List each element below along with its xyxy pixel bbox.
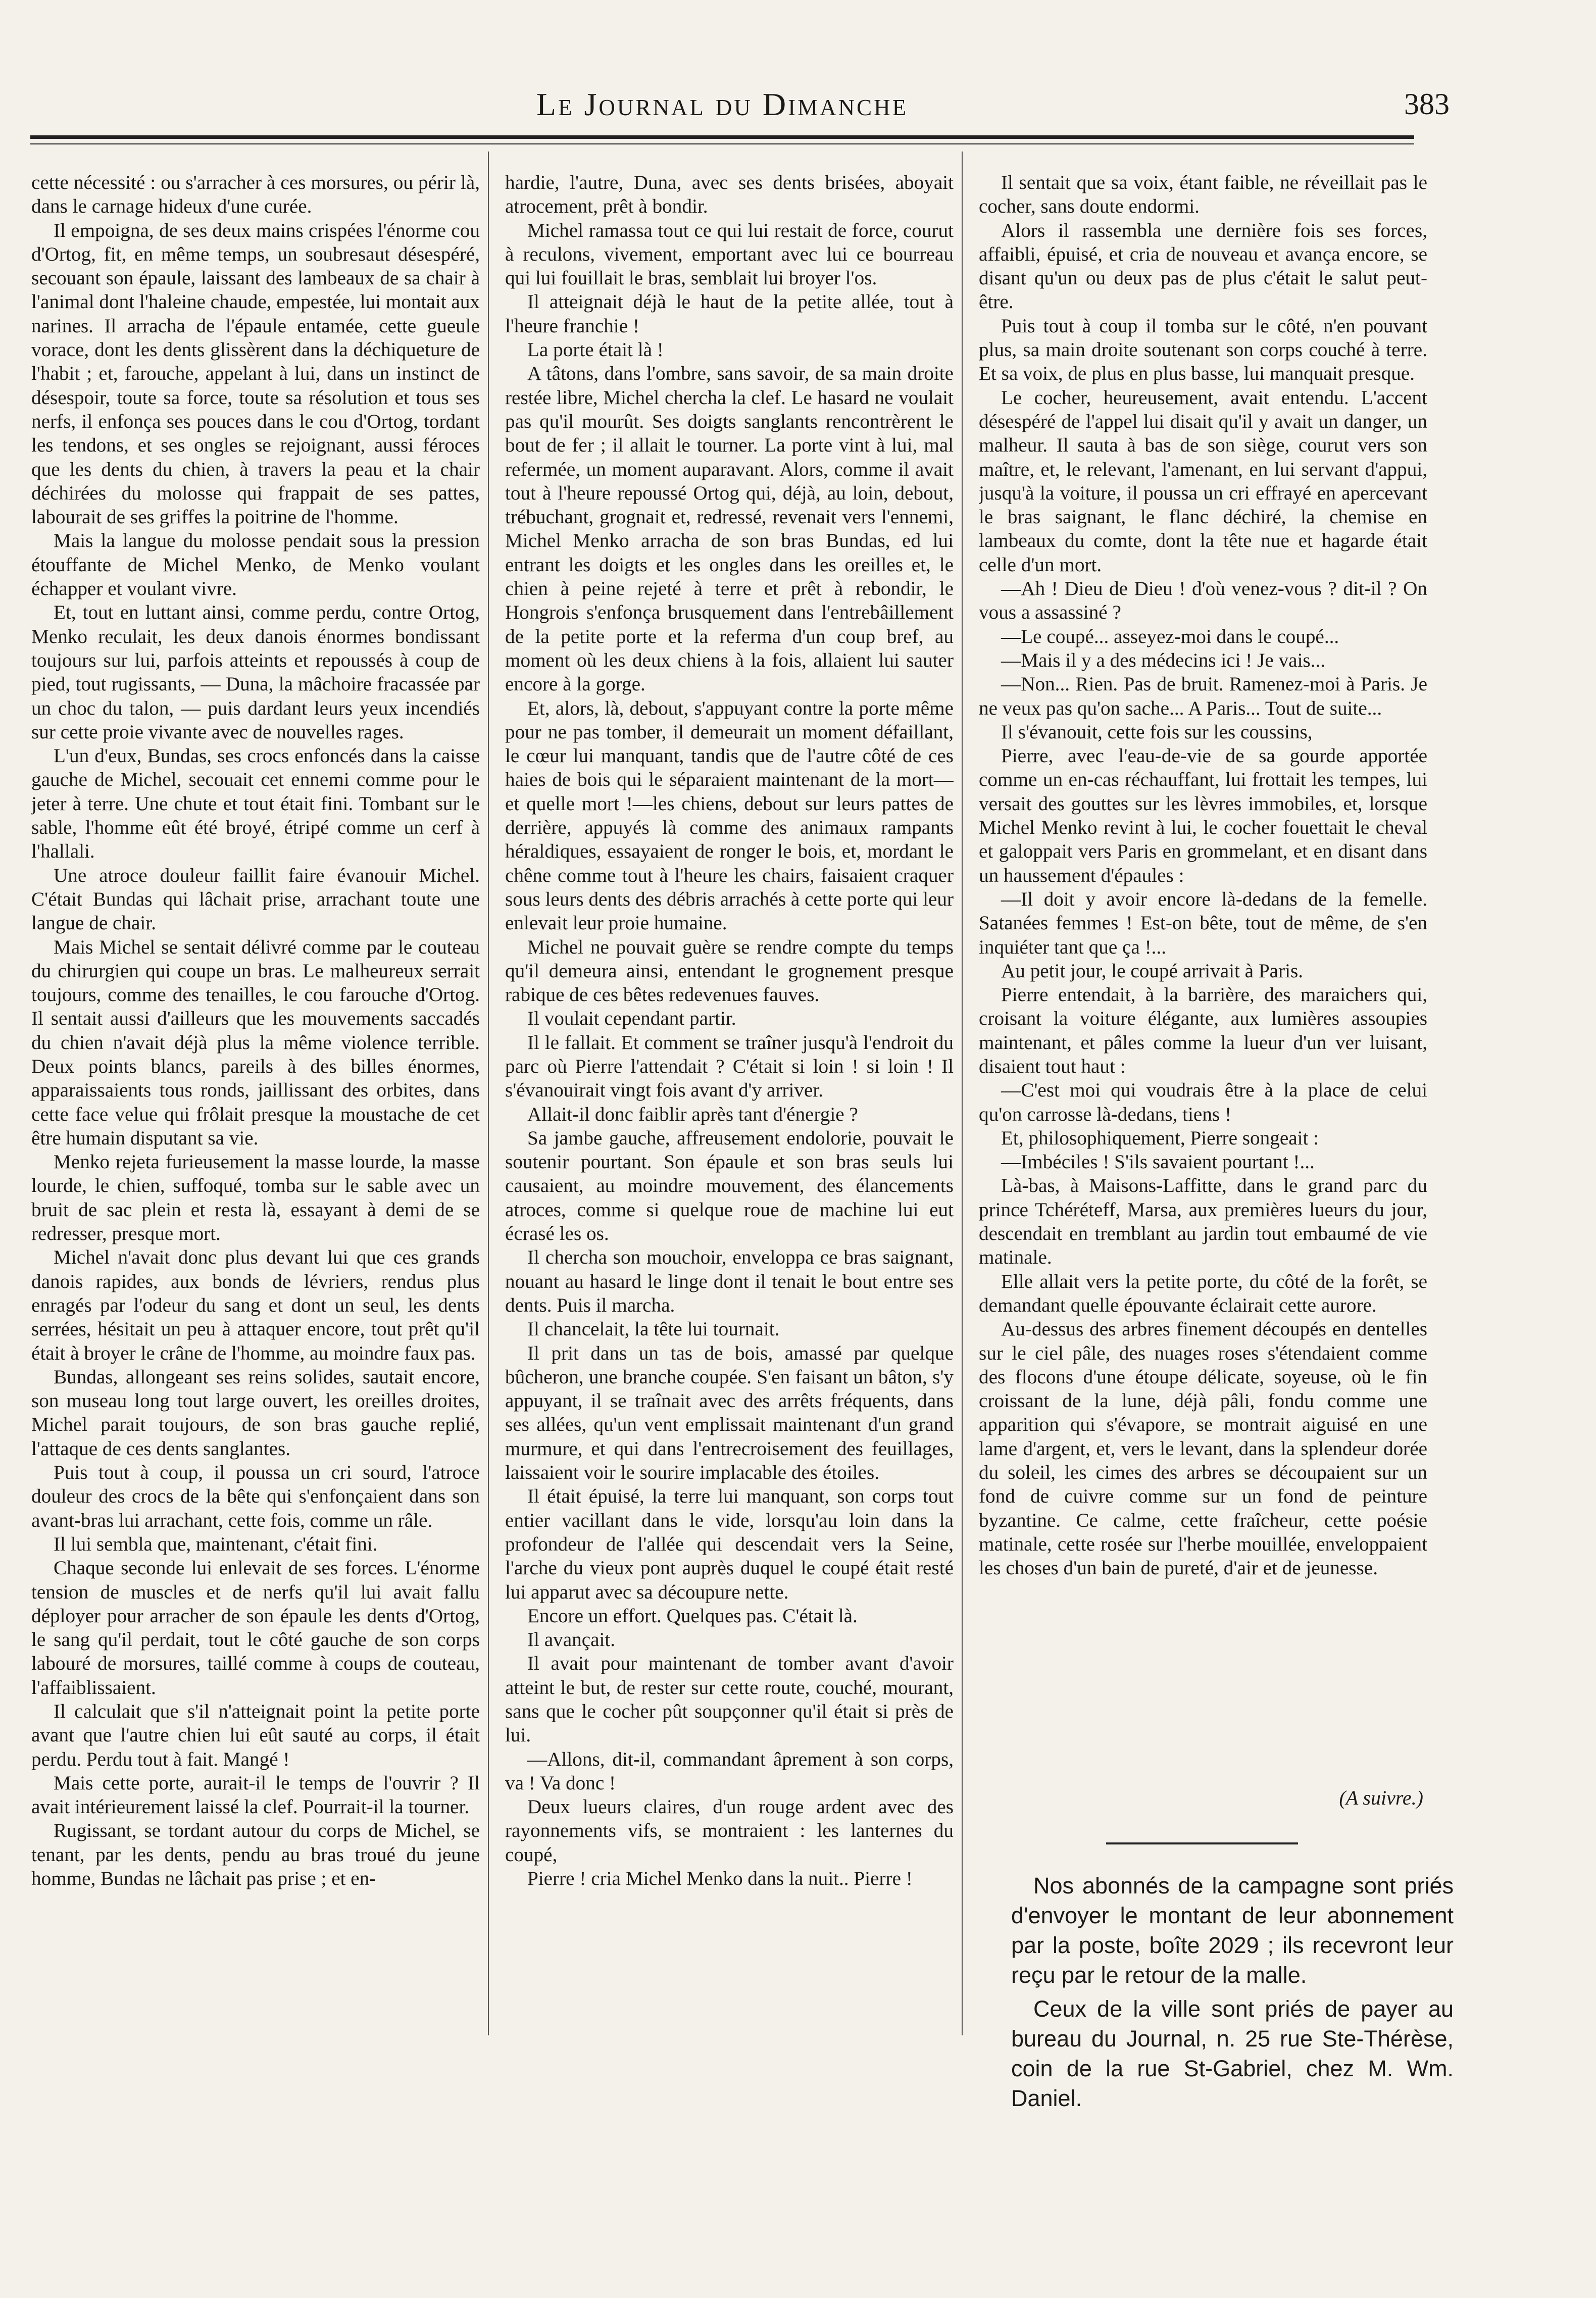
article-paragraph: Au petit jour, le coupé arrivait à Paris. <box>1001 960 1304 982</box>
article-paragraph: Il le fallait. Et comment se traîner jusqu'à l'endroit du parc où Pierre l'attendait ? C'était si loin ! si loin ! Il s'évanouirait vingt fois avant d'y arriver. <box>505 1031 954 1102</box>
subscriber-notice <box>1011 1871 1454 2117</box>
article-paragraph: Il chercha son mouchoir, enveloppa ce bras saignant, nouant au hasard le linge dont il tenait le bout entre ses dents. Puis il marcha. <box>505 1246 954 1316</box>
article-paragraph: —Imbéciles ! S'ils savaient pourtant !... <box>1001 1151 1315 1173</box>
article-paragraph: Il était épuisé, la terre lui manquant, son corps tout entier vacillant dans le vide, lorsqu'au loin dans la profondeur de l'allée qui descendait vers la Seine, l'arche du vieux pont auprès duquel le coupé était resté lui apparut avec sa découpure nette. <box>505 1485 954 1603</box>
article-paragraph: Il sentait que sa voix, étant faible, ne réveillait pas le cocher, sans doute endormi. <box>979 172 1427 218</box>
article-paragraph: Deux lueurs claires, d'un rouge ardent avec des rayonnements vifs, se montraient : les lanternes du coupé, <box>505 1796 954 1866</box>
article-paragraph: Michel ne pouvait guère se rendre compte du temps qu'il demeura ainsi, entendant le grognement presque rabique de ces bêtes redevenues fauves. <box>505 936 954 1006</box>
article-paragraph: Une atroce douleur faillit faire évanouir Michel. C'était Bundas qui lâchait prise, arrachant toute une langue de chair. <box>31 864 480 934</box>
article-paragraph: Puis tout à coup il tomba sur le côté, n'en pouvant plus, sa main droite soutenant son corps couché à terre. Et sa voix, de plus en plus basse, lui manquait presque. <box>979 315 1427 385</box>
article-paragraph: Il calculait que s'il n'atteignait point la petite porte avant que l'autre chien lui eût sauté au corps, il était perdu. Perdu tout à fait. Mangé ! <box>31 1701 480 1770</box>
to-be-continued: (A suivre.) <box>1339 1786 1423 1809</box>
article-paragraph: —Mais il y a des médecins ici ! Je vais... <box>1001 649 1326 671</box>
masthead-title: Le Journal du Dimanche <box>536 86 909 122</box>
text-column-3 <box>979 171 1427 1837</box>
section-separator <box>1106 1842 1298 1844</box>
text-column-1 <box>31 171 480 2024</box>
notice-paragraph: Ceux de la ville sont priés de payer au bureau du Journal, n. 25 rue Ste-Thérèse, coin de la rue St-Gabriel, chez M. Wm. Daniel. <box>1011 1996 1454 2111</box>
article-paragraph: Il avait pour maintenant de tomber avant d'avoir atteint le but, de rester sur cette route, couché, mourant, sans que le cocher pût soupçonner qu'il était si près de lui. <box>505 1653 954 1746</box>
article-paragraph: Elle allait vers la petite porte, du côté de la forêt, se demandant quelle épouvante éclairait cette aurore. <box>979 1270 1427 1316</box>
article-paragraph: Au-dessus des arbres finement découpés en dentelles sur le ciel pâle, des nuages roses s'étendaient comme des flocons d'une étoupe délicate, soyeuse, où le fin croissant de la lune, déjà pâli, fondu comme une apparition qui s'évapore, se montrait aiguisé en une lame d'argent, et, vers le levant, dans la splendeur dorée du soleil, les cimes des arbres se découpaient sur un fond de cuivre comme sur un fond de peinture byzantine. Ce calme, cette fraîcheur, cette poésie matinale, cette rosée sur l'herbe mouillée, enveloppaient les choses d'un bain de pureté, d'air et de jeunesse. <box>979 1318 1427 1579</box>
article-paragraph: Il atteignait déjà le haut de la petite allée, tout à l'heure franchie ! <box>505 291 954 337</box>
article-paragraph: Et, alors, là, debout, s'appuyant contre la porte même pour ne pas tomber, il demeurait un moment défaillant, le cœur lui manquant, tandis que de l'autre côté de ces haies de bois qui le séparaient maintenant de la mort—et quelle mort !—les chiens, debout sur leurs pattes de derrière, appuyés là comme des animaux rampants héraldiques, essayaient de ronger le bois, et, mordant le chêne comme tout à l'heure les chairs, faisaient craquer sous leurs dents des débris arrachés à cette porte qui leur enlevait leur proie humaine. <box>505 697 954 934</box>
article-paragraph: Il lui sembla que, maintenant, c'était fini. <box>54 1533 378 1555</box>
article-paragraph: Il chancelait, la tête lui tournait. <box>527 1318 780 1340</box>
notice-paragraph: Nos abonnés de la campagne sont priés d'envoyer le montant de leur abonnement par la poste, boîte 2029 ; ils recevront leur reçu par le retour de la malle. <box>1011 1873 1454 1988</box>
article-paragraph: Rugissant, se tordant autour du corps de Michel, se tenant, par les dents, pendu au bras troué du jeune homme, Bundas ne lâchait pas prise ; et en- <box>31 1820 480 1890</box>
article-paragraph: Alors il rassembla une dernière fois ses forces, affaibli, épuisé, et cria de nouveau et avança encore, se disant qu'un ou deux pas de plus c'était le salut peut-être. <box>979 219 1427 313</box>
article-paragraph: Pierre entendait, à la barrière, des maraichers qui, croisant la voiture élégante, aux lumières assoupies maintenant, et pâles comme la lueur d'un ver luisant, disaient tout haut : <box>979 984 1427 1077</box>
article-paragraph: Il prit dans un tas de bois, amassé par quelque bûcheron, une branche coupée. S'en faisant un bâton, s'y appuyant, il se traînait avec des arrêts fréquents, dans ses allées, qu'un vent emplissait maintenant d'un grand murmure, et qui dans l'entrecroisement des feuillages, laissaient voir le sourire implacable des étoiles. <box>505 1342 954 1484</box>
article-paragraph: Le cocher, heureusement, avait entendu. L'accent désespéré de l'appel lui disait qu'il y avait un danger, un malheur. Il sauta à bas de son siège, courut vers son maître, et, le relevant, l'amenant, en lui servant d'appui, jusqu'à la voiture, il poussa un cri effrayé en apercevant le bras saignant, le flanc déchiré, la chemise en lambeaux du comte, dont la tête nue et hagarde était celle d'un mort. <box>979 386 1427 576</box>
article-paragraph: Sa jambe gauche, affreusement endolorie, pouvait le soutenir pourtant. Son épaule et son bras seuls lui causaient, au moindre mouvement, des élancements atroces, comme si quelque roue de machine lui eut écrasé les os. <box>505 1127 954 1245</box>
article-paragraph: —Il doit y avoir encore là-dedans de la femelle. Satanées femmes ! Est-on bête, tout de même, de s'en inquiéter tant que ça !... <box>979 888 1427 958</box>
article-paragraph: Il s'évanouit, cette fois sur les coussins, <box>1001 721 1313 743</box>
article-paragraph: —Non... Rien. Pas de bruit. Ramenez-moi à Paris. Je ne veux pas qu'on sache... A Paris... Tout de suite... <box>979 673 1427 719</box>
article-paragraph: Il empoigna, de ses deux mains crispées l'énorme cou d'Ortog, fit, en même temps, un soubresaut désespéré, secouant son épaule, laissant des lambeaux de sa chair à l'animal dont l'haleine chaude, empestée, lui montait aux narines. Il arracha de l'épaule entamée, cette gueule vorace, dont les dents glissèrent dans la déchiqueture de l'habit ; et, farouche, appelant à lui, dans un instinct de désespoir, toute sa force, toute sa résolution et tous ses nerfs, il enfonça ses pouces dans le cou d'Ortog, tordant les tendons, et ses ongles se rejoignant, aussi féroces que les dents du chien, à travers la peau et la chair déchirées du molosse qui frappait de ses pattes, labourait de ses griffes la poitrine de l'homme. <box>31 219 480 528</box>
column-divider <box>488 152 489 2035</box>
article-paragraph: cette nécessité : ou s'arracher à ces morsures, ou périr là, dans le carnage hideux d'une curée. <box>31 172 480 218</box>
article-paragraph: Bundas, allongeant ses reins solides, sautait encore, son museau long tout large ouvert, les oreilles droites, Michel parait toujours, de son bras gauche replié, l'attaque de ces dents sanglantes. <box>31 1366 480 1460</box>
article-paragraph: Et, philosophiquement, Pierre songeait : <box>1001 1127 1319 1149</box>
article-paragraph: Allait-il donc faiblir après tant d'énergie ? <box>527 1103 858 1125</box>
article-paragraph: A tâtons, dans l'ombre, sans savoir, de sa main droite restée libre, Michel chercha la clef. Le hasard ne voulait pas qu'il mourût. Ses doigts sanglants rencontrèrent le bout de fer ; il allait le tourner. La porte vint à lui, mal refermée, un moment auparavant. Alors, comme il avait tout à l'heure repoussé Ortog qui, déjà, au loin, debout, trébuchant, grognait et, redressé, revenait vers l'ennemi, Michel Menko arracha de son bras Bundas, ed lui entrant les doigts et les ongles dans les oreilles et, le chien à peine rejeté à terre et prêt à rebondir, le Hongrois s'enfonça brusquement dans l'entrebâillement de la petite porte et la referma d'un coup bref, au moment où les deux chiens à la fois, allaient lui sauter encore à la gorge. <box>505 363 954 695</box>
article-paragraph: La porte était là ! <box>527 339 664 361</box>
article-paragraph: Encore un effort. Quelques pas. C'était là. <box>527 1605 858 1627</box>
article-paragraph: Pierre ! cria Michel Menko dans la nuit.. Pierre ! <box>527 1868 913 1890</box>
article-paragraph: Chaque seconde lui enlevait de ses forces. L'énorme tension de muscles et de nerfs qu'il lui avait fallu déployer pour arracher de son épaule les dents d'Ortog, le sang qu'il perdait, tout le côté gauche de son corps labouré de morsures, taillé comme à coups de couteau, l'affaiblissaient. <box>31 1557 480 1698</box>
article-paragraph: Et, tout en luttant ainsi, comme perdu, contre Ortog, Menko reculait, les deux danois énormes bondissant toujours sur lui, parfois atteints et repoussés à coup de pied, tout rugissants, — Duna, la mâchoire fracassée par un choc du talon, — puis dardant leurs yeux incendiés sur cette proie vivante avec de nouvelles rages. <box>31 602 480 743</box>
article-paragraph: Michel ramassa tout ce qui lui restait de force, courut à reculons, vivement, emportant avec lui ce bourreau qui lui fouillait le bras, semblait lui broyer l'os. <box>505 219 954 289</box>
article-paragraph: Mais cette porte, aurait-il le temps de l'ouvrir ? Il avait intérieurement laissé la clef. Pourrait-il la tourner. <box>31 1772 480 1818</box>
article-paragraph: —C'est moi qui voudrais être à la place de celui qu'on carrosse là-dedans, tiens ! <box>979 1079 1427 1125</box>
article-paragraph: Puis tout à coup, il poussa un cri sourd, l'atroce douleur des crocs de la bête qui s'enfonçaient dans son avant-bras lui arrachant, cette fois, comme un râle. <box>31 1462 480 1531</box>
article-paragraph: Il voulait cependant partir. <box>527 1008 736 1030</box>
article-paragraph: —Le coupé... asseyez-moi dans le coupé... <box>1001 625 1339 647</box>
article-paragraph: Là-bas, à Maisons-Laffitte, dans le grand parc du prince Tchéréteff, Marsa, aux premières lueurs du jour, descendait en tremblant au jardin tout embaumé de vie matinale. <box>979 1175 1427 1269</box>
header-rule-thin <box>30 143 1414 144</box>
article-paragraph: —Allons, dit-il, commandant âprement à son corps, va ! Va donc ! <box>505 1748 954 1794</box>
column-divider <box>962 152 963 2035</box>
article-paragraph: Menko rejeta furieusement la masse lourde, la masse lourde, le chien, suffoqué, tomba sur le sable avec un bruit de sac plein et resta là, essayant à demi de se redresser, presque mort. <box>31 1151 480 1245</box>
article-paragraph: hardie, l'autre, Duna, avec ses dents brisées, aboyait atrocement, prêt à bondir. <box>505 172 954 218</box>
article-paragraph: Mais Michel se sentait délivré comme par le couteau du chirurgien qui coupe un bras. Le malheureux serrait toujours, comme des tenailles, le cou farouche d'Ortog. Il sentait aussi d'ailleurs que les mouvements saccadés du chien n'avait déjà plus la même violence terrible. Deux points blancs, pareils à des billes énormes, apparaissaients tous ronds, jaillissant des orbites, dans cette face velue qui frôlait presque la moustache de cet être humain disputant sa vie. <box>31 936 480 1149</box>
article-paragraph: Mais la langue du molosse pendait sous la pression étouffante de Michel Menko, de Menko voulant échapper et voulant vivre. <box>31 530 480 600</box>
article-paragraph: L'un d'eux, Bundas, ses crocs enfoncés dans la caisse gauche de Michel, secouait cet ennemi comme pour le jeter à terre. Une chute et tout était fini. Tombant sur le sable, l'homme eût été broyé, étripé comme un cerf à l'hallali. <box>31 745 480 863</box>
article-paragraph: —Ah ! Dieu de Dieu ! d'où venez-vous ? dit-il ? On vous a assassiné ? <box>979 578 1427 624</box>
text-column-2 <box>505 171 954 2024</box>
article-paragraph: Pierre, avec l'eau-de-vie de sa gourde apportée comme un en-cas réchauffant, lui frottait les tempes, lui versait des gouttes sur les lèvres immobiles, et, lorsque Michel Menko revint à lui, le cocher fouettait le cheval et galoppait vers Paris en grommelant, et en disant dans un haussement d'épaules : <box>979 745 1427 886</box>
header-rule-thick <box>30 135 1414 139</box>
article-paragraph: Michel n'avait donc plus devant lui que ces grands danois rapides, aux bonds de lévriers, rendus plus enragés par l'odeur du sang et dont un seul, les dents serrées, hésitait un peu à attaquer encore, tout prêt qu'il était à broyer le crâne de l'homme, au moindre faux pas. <box>31 1246 480 1364</box>
page-number: 383 <box>1404 87 1450 121</box>
article-paragraph: Il avançait. <box>527 1629 616 1651</box>
